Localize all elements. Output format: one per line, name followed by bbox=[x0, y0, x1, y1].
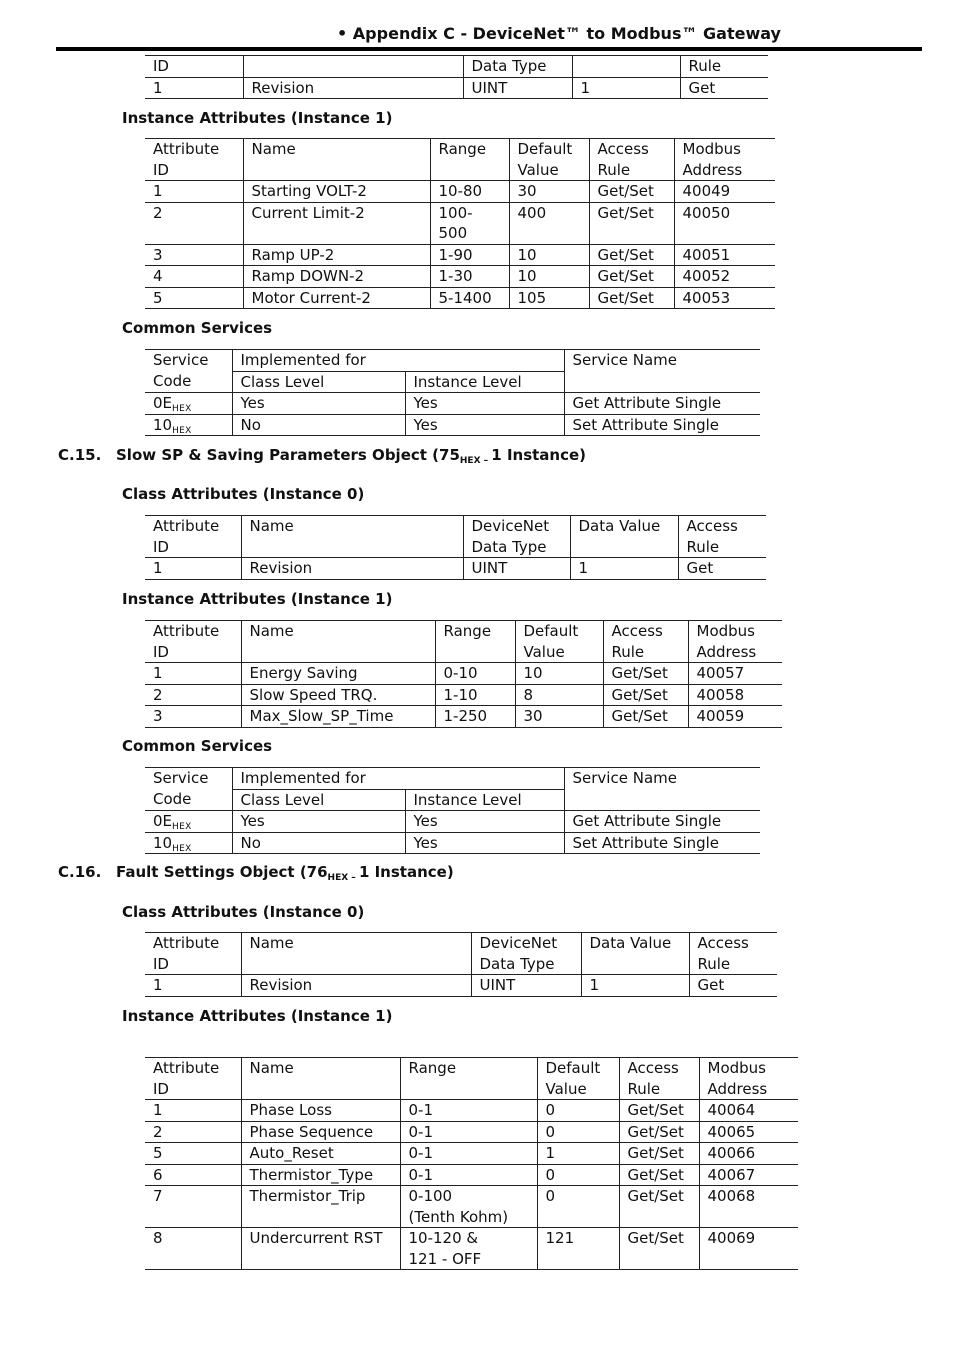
c16-class-attributes-heading: Class Attributes (Instance 0) bbox=[122, 903, 365, 921]
table-row bbox=[145, 393, 760, 415]
table-cell: Motor Current-2 bbox=[243, 287, 430, 309]
table-cell: Get/Set bbox=[603, 663, 688, 685]
table-cell: Revision bbox=[241, 975, 471, 997]
table-row bbox=[145, 975, 777, 997]
table-cell: 10 bbox=[515, 663, 603, 685]
table-header-cell: Attribute ID bbox=[145, 516, 241, 558]
table-cell: 1 bbox=[145, 181, 243, 203]
table-row bbox=[145, 558, 766, 580]
c16-instance-attributes-heading: Instance Attributes (Instance 1) bbox=[122, 1007, 393, 1025]
table-header-cell: Name bbox=[241, 516, 463, 558]
table-cell: 2 bbox=[145, 202, 243, 244]
table-row bbox=[145, 1228, 798, 1270]
table-cell: Thermistor_Type bbox=[241, 1164, 400, 1186]
service-name-header: Service Name bbox=[564, 768, 760, 811]
table-cell: Revision bbox=[243, 77, 463, 99]
service-code-header: Service Code bbox=[145, 768, 232, 811]
c15-instance-attributes-heading: Instance Attributes (Instance 1) bbox=[122, 590, 393, 608]
table-row bbox=[145, 706, 782, 728]
table-cell: 0 bbox=[537, 1164, 619, 1186]
table-header-row bbox=[145, 139, 775, 181]
common-services-heading: Common Services bbox=[122, 319, 273, 337]
page-header bbox=[56, 20, 922, 51]
table-header-cell: Data Value bbox=[570, 516, 678, 558]
table-cell: No bbox=[232, 414, 405, 436]
table-cell: Get/Set bbox=[589, 266, 674, 288]
table-cell: Get/Set bbox=[589, 202, 674, 244]
table-row bbox=[145, 414, 760, 436]
table-row bbox=[145, 181, 775, 203]
top-instance-attributes-table bbox=[145, 138, 775, 309]
table-header-cell: Name bbox=[241, 1058, 400, 1100]
table-row bbox=[145, 832, 760, 854]
section-c15-number: C.15. bbox=[58, 446, 102, 464]
table-header-row bbox=[145, 768, 760, 790]
table-cell: 40068 bbox=[699, 1186, 798, 1228]
table-row bbox=[145, 1100, 798, 1122]
table-row bbox=[145, 1143, 798, 1165]
table-cell: 30 bbox=[509, 181, 589, 203]
service-name-header: Service Name bbox=[564, 350, 760, 393]
table-cell: Get/Set bbox=[619, 1164, 699, 1186]
instance-attributes-heading: Instance Attributes (Instance 1) bbox=[122, 109, 393, 127]
table-cell: 40066 bbox=[699, 1143, 798, 1165]
table-cell: 121 bbox=[537, 1228, 619, 1270]
section-c16-number: C.16. bbox=[58, 863, 102, 881]
table-header-cell: Name bbox=[243, 139, 430, 181]
table-cell: Max_Slow_SP_Time bbox=[241, 706, 435, 728]
table-cell: 105 bbox=[509, 287, 589, 309]
table-header-cell: Attribute ID bbox=[145, 139, 243, 181]
table-cell: No bbox=[232, 832, 405, 854]
table-cell: 0-100 (Tenth Kohm) bbox=[400, 1186, 537, 1228]
c15-common-services-heading: Common Services bbox=[122, 737, 273, 755]
table-row bbox=[145, 811, 760, 833]
table-header-row bbox=[145, 350, 760, 372]
table-cell: 1 bbox=[581, 975, 689, 997]
table-cell: 0-1 bbox=[400, 1164, 537, 1186]
table-cell: 40058 bbox=[688, 684, 782, 706]
section-c16-heading bbox=[58, 862, 454, 888]
table-header-cell: Access Rule bbox=[603, 621, 688, 663]
table-cell: 0-10 bbox=[435, 663, 515, 685]
table-cell: UINT bbox=[463, 77, 572, 99]
table-cell: 1 bbox=[145, 558, 241, 580]
table-cell: 1 bbox=[537, 1143, 619, 1165]
table-row bbox=[145, 77, 768, 99]
table-cell: Undercurrent RST bbox=[241, 1228, 400, 1270]
service-code-cell: $10_{HEX}$ bbox=[145, 832, 232, 854]
table-header-cell: Access Rule bbox=[619, 1058, 699, 1100]
table-header-cell: Modbus Address bbox=[688, 621, 782, 663]
table-cell: Get/Set bbox=[619, 1186, 699, 1228]
service-code-header: Service Code bbox=[145, 350, 232, 393]
table-cell: 0-1 bbox=[400, 1121, 537, 1143]
table-cell: 400 bbox=[509, 202, 589, 244]
table-cell: 40052 bbox=[674, 266, 775, 288]
table-cell: Thermistor_Trip bbox=[241, 1186, 400, 1228]
table-row bbox=[145, 202, 775, 244]
table-cell: Phase Sequence bbox=[241, 1121, 400, 1143]
table-cell: 1-250 bbox=[435, 706, 515, 728]
table-cell: 30 bbox=[515, 706, 603, 728]
table-header-cell: Attribute ID bbox=[145, 621, 241, 663]
c16-class-attributes-table bbox=[145, 932, 777, 997]
table-header-cell: Range bbox=[435, 621, 515, 663]
top-class-attributes-table bbox=[145, 55, 768, 99]
table-row bbox=[145, 1186, 798, 1228]
c15-class-attributes-heading: Class Attributes (Instance 0) bbox=[122, 485, 365, 503]
common-services-table bbox=[145, 349, 760, 436]
table-cell: 1 bbox=[145, 663, 241, 685]
table-cell: 1 bbox=[145, 77, 243, 99]
table-cell: 100- 500 bbox=[430, 202, 509, 244]
table-cell: 10-120 & 121 - OFF bbox=[400, 1228, 537, 1270]
table-cell: Get/Set bbox=[619, 1121, 699, 1143]
table-cell: 1 bbox=[572, 77, 680, 99]
c16-instance-attributes-table bbox=[145, 1057, 798, 1270]
table-cell: 8 bbox=[145, 1228, 241, 1270]
table-cell: 40069 bbox=[699, 1228, 798, 1270]
table-cell: Phase Loss bbox=[241, 1100, 400, 1122]
table-cell: Yes bbox=[405, 811, 564, 833]
table-header-cell: Access Rule bbox=[589, 139, 674, 181]
table-cell: Get/Set bbox=[589, 244, 674, 266]
implemented-for-header: Implemented for bbox=[232, 350, 564, 372]
table-cell: Revision bbox=[241, 558, 463, 580]
table-cell: 1 bbox=[145, 1100, 241, 1122]
table-header-cell: DeviceNet Data Type bbox=[463, 516, 570, 558]
table-cell: UINT bbox=[471, 975, 581, 997]
table-header-cell: Rule bbox=[680, 56, 768, 78]
table-cell: 10-80 bbox=[430, 181, 509, 203]
table-header-cell: Attribute ID bbox=[145, 1058, 241, 1100]
implemented-for-header: Implemented for bbox=[232, 768, 564, 790]
table-cell: Ramp UP-2 bbox=[243, 244, 430, 266]
table-cell: 5 bbox=[145, 287, 243, 309]
table-header-cell: DeviceNet Data Type bbox=[471, 933, 581, 975]
table-row bbox=[145, 244, 775, 266]
table-cell: Get bbox=[680, 77, 768, 99]
table-row bbox=[145, 684, 782, 706]
table-cell: 0-1 bbox=[400, 1143, 537, 1165]
table-header-cell: Modbus Address bbox=[699, 1058, 798, 1100]
table-cell: 1 bbox=[145, 975, 241, 997]
table-cell: Get Attribute Single bbox=[564, 393, 760, 415]
table-cell: Starting VOLT-2 bbox=[243, 181, 430, 203]
table-cell: 40051 bbox=[674, 244, 775, 266]
table-header-row bbox=[145, 1058, 798, 1100]
table-cell: Auto_Reset bbox=[241, 1143, 400, 1165]
class-level-header: Class Level bbox=[232, 789, 405, 811]
table-cell: 5 bbox=[145, 1143, 241, 1165]
table-row bbox=[145, 1121, 798, 1143]
table-header-cell: Name bbox=[241, 621, 435, 663]
table-cell: UINT bbox=[463, 558, 570, 580]
table-header-cell bbox=[572, 56, 680, 78]
table-cell: 3 bbox=[145, 244, 243, 266]
table-cell: 40064 bbox=[699, 1100, 798, 1122]
table-cell: 1-90 bbox=[430, 244, 509, 266]
service-code-cell: $0E_{HEX}$ bbox=[145, 393, 232, 415]
c15-class-attributes-table bbox=[145, 515, 766, 580]
table-header-cell: Default Value bbox=[509, 139, 589, 181]
table-header-cell: Modbus Address bbox=[674, 139, 775, 181]
table-cell: Get/Set bbox=[589, 181, 674, 203]
table-header-cell: Name bbox=[241, 933, 471, 975]
table-cell: Slow Speed TRQ. bbox=[241, 684, 435, 706]
table-cell: 40067 bbox=[699, 1164, 798, 1186]
table-cell: 5-1400 bbox=[430, 287, 509, 309]
table-cell: 2 bbox=[145, 684, 241, 706]
table-header-cell: ID bbox=[145, 56, 243, 78]
table-cell: Get Attribute Single bbox=[564, 811, 760, 833]
table-cell: Get/Set bbox=[603, 684, 688, 706]
table-cell: 40059 bbox=[688, 706, 782, 728]
table-header-cell: Data Value bbox=[581, 933, 689, 975]
table-header-cell: Attribute ID bbox=[145, 933, 241, 975]
table-header-cell: Data Type bbox=[463, 56, 572, 78]
table-cell: Set Attribute Single bbox=[564, 414, 760, 436]
table-cell: 40057 bbox=[688, 663, 782, 685]
table-cell: 8 bbox=[515, 684, 603, 706]
table-cell: Yes bbox=[232, 811, 405, 833]
instance-level-header: Instance Level bbox=[405, 371, 564, 393]
table-cell: 10 bbox=[509, 266, 589, 288]
table-cell: Get bbox=[678, 558, 766, 580]
section-c16-title: Fault Settings Object ($76_{HEX -}$ 1 Instance) bbox=[116, 863, 454, 883]
table-cell: 1 bbox=[570, 558, 678, 580]
table-cell: 40065 bbox=[699, 1121, 798, 1143]
table-cell: Get/Set bbox=[603, 706, 688, 728]
table-header-row bbox=[145, 56, 768, 78]
table-cell: 4 bbox=[145, 266, 243, 288]
table-cell: Get/Set bbox=[619, 1228, 699, 1270]
table-header-cell: Range bbox=[430, 139, 509, 181]
service-code-cell: $0E_{HEX}$ bbox=[145, 811, 232, 833]
table-row bbox=[145, 287, 775, 309]
table-header-cell bbox=[243, 56, 463, 78]
table-cell: 1-10 bbox=[435, 684, 515, 706]
table-cell: Get bbox=[689, 975, 777, 997]
table-cell: Yes bbox=[405, 393, 564, 415]
section-c15-heading bbox=[58, 445, 586, 471]
table-header-cell: Default Value bbox=[515, 621, 603, 663]
table-cell: 3 bbox=[145, 706, 241, 728]
table-cell: 10 bbox=[509, 244, 589, 266]
table-cell: 6 bbox=[145, 1164, 241, 1186]
section-c15-title: Slow SP & Saving Parameters Object ($75_{HEX -}$ 1 Instance) bbox=[116, 446, 587, 466]
service-code-cell: $10_{HEX}$ bbox=[145, 414, 232, 436]
table-row bbox=[145, 1164, 798, 1186]
table-cell: Get/Set bbox=[589, 287, 674, 309]
table-cell: 1-30 bbox=[430, 266, 509, 288]
table-cell: Get/Set bbox=[619, 1143, 699, 1165]
table-header-cell: Access Rule bbox=[678, 516, 766, 558]
table-cell: 40050 bbox=[674, 202, 775, 244]
table-header-cell: Range bbox=[400, 1058, 537, 1100]
table-cell: Set Attribute Single bbox=[564, 832, 760, 854]
table-cell: 0 bbox=[537, 1121, 619, 1143]
table-cell: 0 bbox=[537, 1100, 619, 1122]
table-cell: 40053 bbox=[674, 287, 775, 309]
instance-level-header: Instance Level bbox=[405, 789, 564, 811]
page-header-title: • Appendix C - DeviceNet™ to Modbus™ Gateway bbox=[337, 24, 781, 43]
table-row bbox=[145, 663, 782, 685]
table-cell: 2 bbox=[145, 1121, 241, 1143]
table-header-cell: Access Rule bbox=[689, 933, 777, 975]
table-row bbox=[145, 266, 775, 288]
c15-common-services-table bbox=[145, 767, 760, 854]
c15-instance-attributes-table bbox=[145, 620, 782, 728]
table-header-row bbox=[145, 621, 782, 663]
table-cell: 7 bbox=[145, 1186, 241, 1228]
table-cell: Energy Saving bbox=[241, 663, 435, 685]
table-cell: 40049 bbox=[674, 181, 775, 203]
table-cell: 0 bbox=[537, 1186, 619, 1228]
table-cell: Yes bbox=[232, 393, 405, 415]
table-header-row bbox=[145, 516, 766, 558]
table-header-row bbox=[145, 933, 777, 975]
table-header-cell: Default Value bbox=[537, 1058, 619, 1100]
table-cell: Current Limit-2 bbox=[243, 202, 430, 244]
table-cell: Yes bbox=[405, 414, 564, 436]
class-level-header: Class Level bbox=[232, 371, 405, 393]
table-cell: Yes bbox=[405, 832, 564, 854]
table-cell: 0-1 bbox=[400, 1100, 537, 1122]
table-cell: Get/Set bbox=[619, 1100, 699, 1122]
table-cell: Ramp DOWN-2 bbox=[243, 266, 430, 288]
